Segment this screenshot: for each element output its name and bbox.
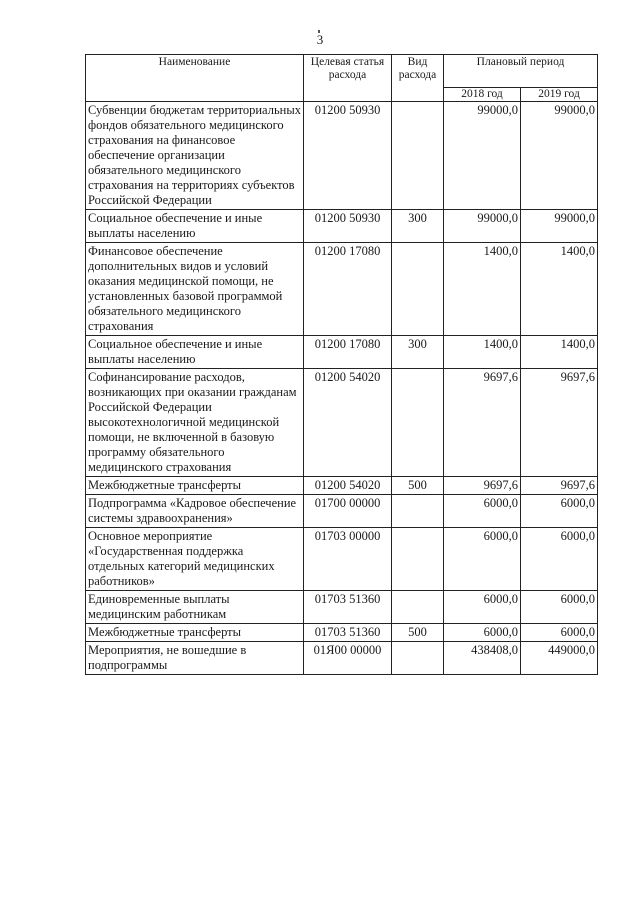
row-expense-kind [392,642,444,675]
table-row [86,495,598,528]
row-name: Подпрограмма «Кадровое обеспечение системы здравоохранения» [86,495,304,528]
budget-table [85,54,598,675]
row-name: Финансовое обеспечение дополнительных видов и условий оказания медицинской помощи, не установленных базовой программой обязательного медицинского страхования [86,243,304,336]
row-expense-kind [392,102,444,210]
header-expense-kind: Вид расхода [392,55,444,102]
row-name: Софинансирование расходов, возникающих при оказании гражданам Российской Федерации высокотехнологичной медицинской помощи, не включенной в базовую программу обязательного медицинского страхования [86,369,304,477]
table-row [86,642,598,675]
row-name: Социальное обеспечение и иные выплаты населению [86,210,304,243]
row-value-2018: 6000,0 [444,495,521,528]
row-expense-kind [392,243,444,336]
row-value-2018: 99000,0 [444,102,521,210]
page-number: 3 [316,32,324,47]
row-target-code: 01200 50930 [304,210,392,243]
table-row [86,336,598,369]
row-name: Единовременные выплаты медицинским работникам [86,591,304,624]
row-name: Межбюджетные трансферты [86,624,304,642]
row-value-2018: 9697,6 [444,369,521,477]
row-expense-kind: 300 [392,336,444,369]
row-target-code: 01703 51360 [304,591,392,624]
table-row [86,369,598,477]
row-value-2019: 1400,0 [521,243,598,336]
row-target-code: 01200 17080 [304,243,392,336]
row-name: Основное мероприятие «Государственная поддержка отдельных категорий медицинских работников» [86,528,304,591]
row-value-2019: 6000,0 [521,495,598,528]
row-target-code: 01200 54020 [304,369,392,477]
row-name: Мероприятия, не вошедшие в подпрограммы [86,642,304,675]
row-value-2019: 1400,0 [521,336,598,369]
row-target-code: 01703 00000 [304,528,392,591]
row-target-code: 01700 00000 [304,495,392,528]
row-value-2018: 6000,0 [444,528,521,591]
row-expense-kind [392,591,444,624]
row-value-2019: 6000,0 [521,591,598,624]
row-value-2018: 9697,6 [444,477,521,495]
header-target-article: Целевая статья расхода [304,55,392,102]
row-value-2019: 99000,0 [521,102,598,210]
table-row [86,243,598,336]
row-value-2019: 9697,6 [521,369,598,477]
row-value-2018: 438408,0 [444,642,521,675]
row-expense-kind: 500 [392,624,444,642]
row-expense-kind: 300 [392,210,444,243]
row-name: Субвенции бюджетам территориальных фондов обязательного медицинского страхования на финансовое обеспечение организации обязательного медицинского страхования на территориях субъектов Российской Федерации [86,102,304,210]
row-name: Социальное обеспечение и иные выплаты населению [86,336,304,369]
row-name: Межбюджетные трансферты [86,477,304,495]
row-value-2019: 449000,0 [521,642,598,675]
header-year-2019: 2019 год [521,88,598,102]
table-row [86,210,598,243]
table-row [86,624,598,642]
row-target-code: 01703 51360 [304,624,392,642]
header-planned-period: Плановый период [444,55,598,88]
row-value-2018: 1400,0 [444,336,521,369]
row-expense-kind [392,495,444,528]
row-value-2019: 9697,6 [521,477,598,495]
row-value-2019: 99000,0 [521,210,598,243]
row-expense-kind: 500 [392,477,444,495]
row-value-2019: 6000,0 [521,624,598,642]
row-value-2018: 1400,0 [444,243,521,336]
table-row [86,591,598,624]
row-expense-kind [392,369,444,477]
row-value-2018: 6000,0 [444,624,521,642]
row-expense-kind [392,528,444,591]
header-name: Наименование [86,55,304,102]
row-target-code: 01200 54020 [304,477,392,495]
row-value-2018: 6000,0 [444,591,521,624]
table-row [86,102,598,210]
row-value-2018: 99000,0 [444,210,521,243]
table-row [86,528,598,591]
row-target-code: 01Я00 00000 [304,642,392,675]
header-year-2018: 2018 год [444,88,521,102]
row-value-2019: 6000,0 [521,528,598,591]
row-target-code: 01200 50930 [304,102,392,210]
row-target-code: 01200 17080 [304,336,392,369]
table-row [86,477,598,495]
